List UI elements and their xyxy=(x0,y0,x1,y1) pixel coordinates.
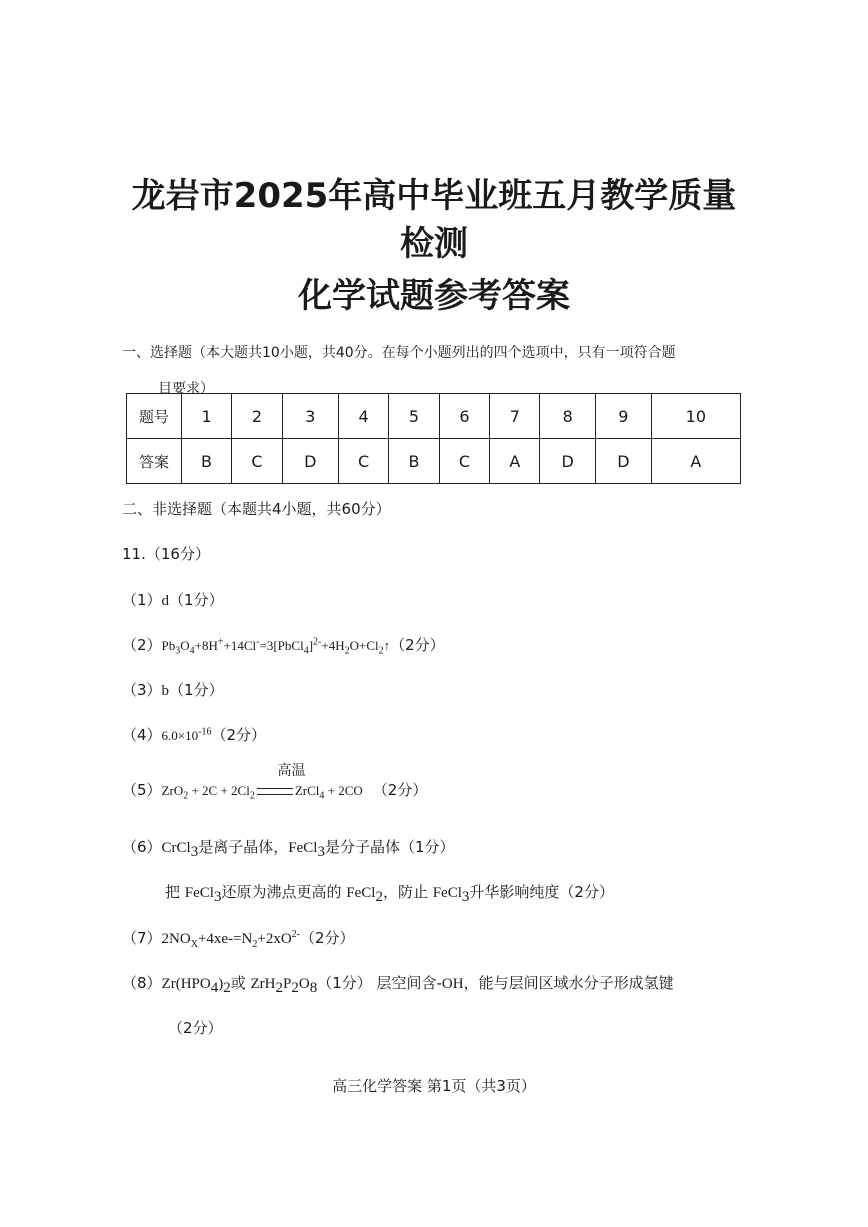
table-cell: C xyxy=(232,439,283,484)
table-cell: 10 xyxy=(651,394,740,439)
table-cell: C xyxy=(439,439,490,484)
section1-heading-line2: 目要求） xyxy=(158,381,214,397)
table-cell: 6 xyxy=(439,394,490,439)
subscript: 3 xyxy=(175,645,181,657)
equation-text: ↑ xyxy=(383,638,391,653)
answer-text: b xyxy=(161,683,170,699)
equation-text: +2xO xyxy=(257,931,292,947)
subscript: 8 xyxy=(309,980,318,996)
table-cell: 7 xyxy=(490,394,540,439)
answer-part-6 xyxy=(122,835,454,860)
question-11-heading: 11.（16分） xyxy=(122,545,210,563)
formula: FeCl xyxy=(346,885,376,901)
answer-text: （1分） 层空间含- xyxy=(317,974,442,992)
equation-text: 2NO xyxy=(161,931,191,947)
part-number: （2） xyxy=(122,636,162,654)
value-base: 6.0×10 xyxy=(161,728,199,743)
superscript: - xyxy=(256,636,260,648)
subscript: 2 xyxy=(252,939,258,950)
table-cell: D xyxy=(596,439,652,484)
answer-part-2 xyxy=(122,633,445,658)
answer-part-5 xyxy=(122,762,428,803)
formula: ) xyxy=(218,976,224,992)
formula: P xyxy=(283,976,292,992)
equation-text: Pb xyxy=(161,638,176,653)
subscript: 3 xyxy=(317,844,325,860)
reaction-condition: 高温 xyxy=(277,762,306,779)
subscript: 4 xyxy=(319,790,325,802)
score: （1分） xyxy=(169,591,224,609)
equation-text: +4xe-=N xyxy=(197,931,253,947)
formula: FeCl xyxy=(184,885,214,901)
answer-text: 是离子晶体， xyxy=(198,838,289,856)
equation xyxy=(161,762,363,803)
equation-text: O+Cl xyxy=(349,638,379,653)
page-footer: 高三化学答案 第1页（共3页） xyxy=(332,1077,536,1095)
part-number: （1） xyxy=(122,591,162,609)
formula: Zr(HPO xyxy=(161,976,211,992)
part-number: （7） xyxy=(122,929,162,947)
answer-text: 还原为沸点更高的 xyxy=(221,883,347,901)
table-cell: 1 xyxy=(182,394,232,439)
formula: FeCl xyxy=(288,840,318,856)
subscript: 2 xyxy=(344,645,350,657)
equation-text: +8H xyxy=(194,638,218,653)
table-cell: D xyxy=(282,439,338,484)
subscript: 3 xyxy=(461,889,470,905)
document-subtitle: 化学试题参考答案 xyxy=(298,276,570,316)
table-cell: 3 xyxy=(282,394,338,439)
answer-text: 或 xyxy=(230,974,251,992)
subscript: 2 xyxy=(291,980,299,996)
superscript: -16 xyxy=(198,726,212,738)
equation-text: ZrCl xyxy=(294,782,320,798)
table-cell: 4 xyxy=(338,394,389,439)
answer-text: d xyxy=(161,593,170,609)
row-header-answer: 答案 xyxy=(127,439,182,484)
formula: CrCl xyxy=(161,840,191,856)
table-cell: 8 xyxy=(540,394,596,439)
equation-text: + 2CO xyxy=(324,782,363,798)
equation-text: ZrO xyxy=(161,782,184,798)
table-cell: D xyxy=(540,439,596,484)
row-header-question: 题号 xyxy=(127,394,182,439)
table-cell: C xyxy=(338,439,389,484)
section1-heading-line1: 一、选择题（本大题共10小题，共40分。在每个小题列出的四个选项中，只有一项符合题 xyxy=(122,345,676,361)
subscript: 4 xyxy=(210,980,219,996)
subscript: 2 xyxy=(183,790,189,802)
question-number-row xyxy=(127,394,741,439)
table-cell: 5 xyxy=(389,394,439,439)
formula: O xyxy=(298,976,310,992)
table-cell: B xyxy=(389,439,439,484)
part-number: （3） xyxy=(122,681,162,699)
subscript: 2 xyxy=(378,645,384,657)
equation xyxy=(161,636,391,657)
part-number: （8） xyxy=(122,974,162,992)
answer-value xyxy=(162,728,212,743)
subscript: 2 xyxy=(275,980,283,996)
table-cell: A xyxy=(490,439,540,484)
subscript: 3 xyxy=(190,844,199,860)
score: （2分） xyxy=(372,781,428,799)
equation xyxy=(161,929,300,950)
score: （2分） xyxy=(390,636,445,654)
equation-text: + 2C + 2Cl xyxy=(188,782,250,798)
subscript: 4 xyxy=(303,645,309,657)
subscript: 2 xyxy=(375,889,383,905)
answer-part-1 xyxy=(122,588,224,613)
answer-row xyxy=(127,439,741,484)
answer-part-8-line2: （2分） xyxy=(168,1019,223,1037)
table-cell: A xyxy=(651,439,740,484)
subscript: 4 xyxy=(189,645,195,657)
subscript: 2 xyxy=(223,980,231,996)
subscript: 2 xyxy=(249,790,255,802)
formula: OH xyxy=(441,976,464,992)
answer-part-6-line2 xyxy=(165,880,614,905)
subscript: 3 xyxy=(213,889,222,905)
equation-text: ] xyxy=(308,638,314,653)
equation-text: O xyxy=(180,638,190,653)
part-number: （6） xyxy=(122,838,162,856)
superscript: 2- xyxy=(313,636,322,648)
table-cell: B xyxy=(182,439,232,484)
answer-text: 升华影响纯度（2分） xyxy=(469,883,614,901)
table-cell: 2 xyxy=(232,394,283,439)
answer-text: 是分子晶体（1分） xyxy=(324,838,455,856)
formula: FeCl xyxy=(432,885,462,901)
answer-part-3 xyxy=(122,678,224,703)
table-cell: 9 xyxy=(596,394,652,439)
score: （2分） xyxy=(300,929,355,947)
document-title: 龙岩市2025年高中毕业班五月教学质量检测 xyxy=(131,176,737,264)
part-number: （4） xyxy=(122,726,162,744)
answer-text: 把 xyxy=(165,883,185,901)
answer-part-7 xyxy=(122,926,355,951)
equation-text: +4H xyxy=(321,638,345,653)
score: （1分） xyxy=(169,681,224,699)
equation-text: +14Cl xyxy=(223,638,257,653)
answer-part-4 xyxy=(122,723,266,748)
reaction-equals-sign xyxy=(257,788,293,795)
score: （2分） xyxy=(211,726,267,744)
section2-heading: 二、非选择题（本题共4小题，共60分） xyxy=(122,500,391,518)
equation-text: =3[PbCl xyxy=(259,638,304,653)
superscript: 2- xyxy=(291,929,300,940)
answer-text: ，能与层间区域水分子形成氢键 xyxy=(463,974,674,992)
part-number: （5） xyxy=(122,781,162,799)
answer-text: ，防止 xyxy=(382,883,433,901)
formula: ZrH xyxy=(250,976,276,992)
subscript: X xyxy=(190,939,198,950)
answer-part-8 xyxy=(122,971,674,996)
superscript: + xyxy=(217,636,224,648)
answer-table xyxy=(126,393,741,484)
